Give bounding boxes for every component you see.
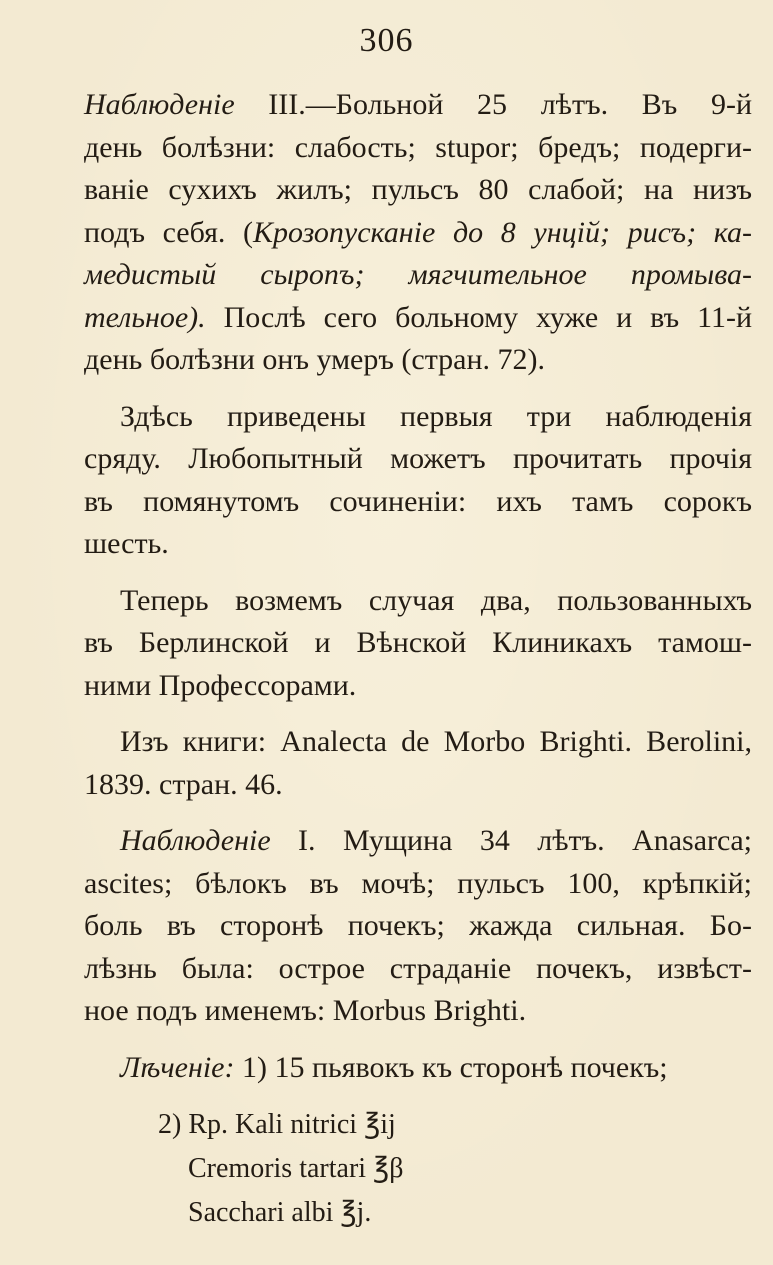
text-line bbox=[84, 396, 752, 439]
text-run: Здѣсь приведены первыя три наблюденія bbox=[120, 399, 752, 433]
text-run: сряду. Любопытный можетъ прочитать прочія bbox=[84, 442, 752, 475]
text-line bbox=[84, 523, 752, 566]
italic-text: медистый сыропъ; мягчительное промыва- bbox=[84, 258, 752, 291]
text-line bbox=[84, 339, 752, 382]
text-line bbox=[84, 905, 752, 948]
paragraph bbox=[84, 1047, 752, 1090]
text-line bbox=[84, 948, 752, 991]
paragraph bbox=[84, 396, 752, 566]
text-line bbox=[84, 127, 752, 170]
text-line bbox=[84, 990, 752, 1033]
text-run: ascites; бѣлокъ въ мочѣ; пульсъ 100, крѣпкій; bbox=[84, 866, 752, 900]
text-run: день болѣзни онъ умеръ (стран. 72). bbox=[84, 343, 546, 376]
text-line bbox=[84, 665, 752, 708]
text-line bbox=[84, 820, 752, 863]
text-line bbox=[84, 84, 752, 127]
text-line bbox=[84, 622, 752, 665]
text-line bbox=[84, 481, 752, 524]
text-run: Послѣ сего больному хуже и въ 11-й bbox=[205, 300, 752, 334]
italic-text: Крозопусканіе до 8 унцій; рисъ; ка- bbox=[253, 215, 752, 249]
prescription-line: Cremoris tartari ℥β bbox=[188, 1153, 404, 1184]
text-run: ваніе сухихъ жилъ; пульсъ 80 слабой; на низъ bbox=[84, 173, 752, 206]
italic-text: тельное). bbox=[84, 300, 206, 334]
text-run: III.—Больной 25 лѣтъ. Въ 9-й bbox=[234, 88, 752, 121]
italic-text: Лѣченіе: bbox=[120, 1050, 235, 1084]
text-run: 1) 15 пьявокъ къ сторонѣ почекъ; bbox=[234, 1050, 668, 1084]
paragraph bbox=[84, 84, 752, 382]
text-run: въ Берлинской и Вѣнской Клиникахъ тамош- bbox=[84, 626, 752, 659]
text-run: въ помянутомъ сочиненіи: ихъ тамъ сорокъ bbox=[84, 484, 752, 518]
prescription-line: Sacchari albi ℥j. bbox=[188, 1197, 372, 1228]
text-run: Изъ книги: Analecta de Morbo Brighti. Berolini, bbox=[120, 725, 752, 758]
text-run: шесть. bbox=[84, 527, 169, 560]
text-line bbox=[84, 297, 752, 340]
paragraph bbox=[84, 580, 752, 708]
prescription-line: 2) Rp. Kali nitrici ℥ij bbox=[158, 1109, 396, 1140]
paragraph bbox=[84, 820, 752, 1033]
text-line bbox=[84, 721, 752, 764]
text-run: ное подъ именемъ: Morbus Brighti. bbox=[84, 994, 527, 1027]
text-line bbox=[84, 764, 752, 807]
page-body bbox=[84, 84, 752, 1235]
text-line bbox=[84, 254, 752, 297]
text-line bbox=[84, 169, 752, 212]
paragraph bbox=[84, 721, 752, 806]
page-number: 306 bbox=[359, 22, 414, 59]
text-run: лѣзнь была: острое страданіе почекъ, извѣст- bbox=[84, 951, 752, 985]
text-line bbox=[84, 212, 752, 255]
text-run: Теперь возмемъ случая два, пользованныхъ bbox=[120, 583, 752, 617]
text-line bbox=[84, 438, 752, 481]
text-run: боль въ сторонѣ почекъ; жажда сильная. Бо- bbox=[84, 909, 752, 942]
text-line bbox=[84, 1047, 752, 1090]
prescription bbox=[84, 1103, 752, 1235]
italic-text: Наблюденіе bbox=[84, 88, 235, 121]
text-run: ними Профессорами. bbox=[84, 668, 357, 702]
text-run: день болѣзни: слабость; stupor; бредъ; подерги- bbox=[84, 130, 752, 164]
italic-text: Наблюденіе bbox=[120, 824, 271, 857]
text-line bbox=[84, 863, 752, 906]
text-run: I. Мущина 34 лѣтъ. Anasarca; bbox=[270, 824, 752, 857]
text-run: подъ себя. ( bbox=[84, 215, 254, 249]
text-line bbox=[84, 580, 752, 623]
text-run: 1839. стран. 46. bbox=[84, 767, 283, 801]
